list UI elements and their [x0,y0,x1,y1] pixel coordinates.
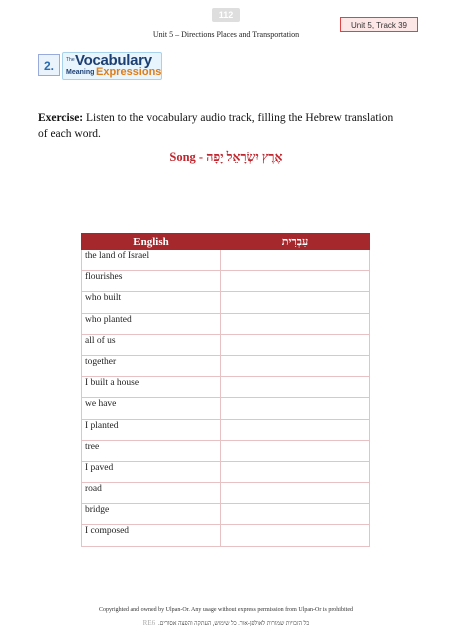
hebrew-translation-cell[interactable] [221,271,370,292]
english-word: who planted [82,313,221,334]
hebrew-translation-cell[interactable] [221,419,370,440]
copyright-notice: Copyrighted and owned by Ulpan-Or. Any usage without express permission from Ulpan-Or is prohibited [99,607,353,613]
table-row [82,483,370,504]
hebrew-translation-cell[interactable] [221,250,370,271]
document-code: RE6 [142,619,156,627]
vocabulary-table [81,233,370,547]
exercise-label: Exercise: [38,112,84,124]
table-row [82,398,370,419]
hebrew-translation-cell[interactable] [221,334,370,355]
logo-expressions: Expressions [96,66,162,78]
english-word: we have [82,398,221,419]
table-row [82,440,370,461]
header-english: English [82,234,221,250]
table-row [82,292,370,313]
hebrew-translation-cell[interactable] [221,461,370,482]
hebrew-translation-cell[interactable] [221,440,370,461]
song-title: Song - אֶרֶץ יִשְׂרָאֵל יָפָה [169,150,283,164]
table-header-row [82,234,370,250]
hebrew-copyright-notice [0,619,452,627]
table-row [82,271,370,292]
exercise-instructions [38,110,398,142]
logo-the: The [66,57,75,63]
section-number: 2. [38,54,60,76]
table-row [82,525,370,546]
page-number: 112 [212,8,240,22]
unit-title: Unit 5 – Directions Places and Transportation [152,30,300,39]
english-word: bridge [82,504,221,525]
hebrew-notice-text: כל הזכויות שמורות לאולפן-אור. כל שימוש, העתקה והפצה אסורים. [158,621,310,627]
english-word: the land of Israel [82,250,221,271]
table-row [82,419,370,440]
header-hebrew: עִבְרִית [221,234,370,250]
english-word: who built [82,292,221,313]
hebrew-translation-cell[interactable] [221,377,370,398]
hebrew-translation-cell[interactable] [221,483,370,504]
table-row [82,355,370,376]
english-word: all of us [82,334,221,355]
hebrew-translation-cell[interactable] [221,313,370,334]
hebrew-translation-cell[interactable] [221,355,370,376]
audio-track-label: Unit 5, Track 39 [340,17,418,32]
english-word: I built a house [82,377,221,398]
english-word: I paved [82,461,221,482]
vocabulary-logo [62,52,162,80]
table-row [82,504,370,525]
english-word: tree [82,440,221,461]
hebrew-translation-cell[interactable] [221,504,370,525]
exercise-text: Listen to the vocabulary audio track, filling the Hebrew translation of each word. [38,112,394,140]
table-row [82,250,370,271]
hebrew-translation-cell[interactable] [221,398,370,419]
english-word: together [82,355,221,376]
logo-meaning: Meaning [66,69,95,76]
english-word: I composed [82,525,221,546]
hebrew-translation-cell[interactable] [221,525,370,546]
logo-vocabulary: Vocabulary [75,52,152,69]
table-row [82,377,370,398]
table-row [82,334,370,355]
english-word: road [82,483,221,504]
table-row [82,461,370,482]
table-row [82,313,370,334]
hebrew-translation-cell[interactable] [221,292,370,313]
english-word: flourishes [82,271,221,292]
english-word: I planted [82,419,221,440]
